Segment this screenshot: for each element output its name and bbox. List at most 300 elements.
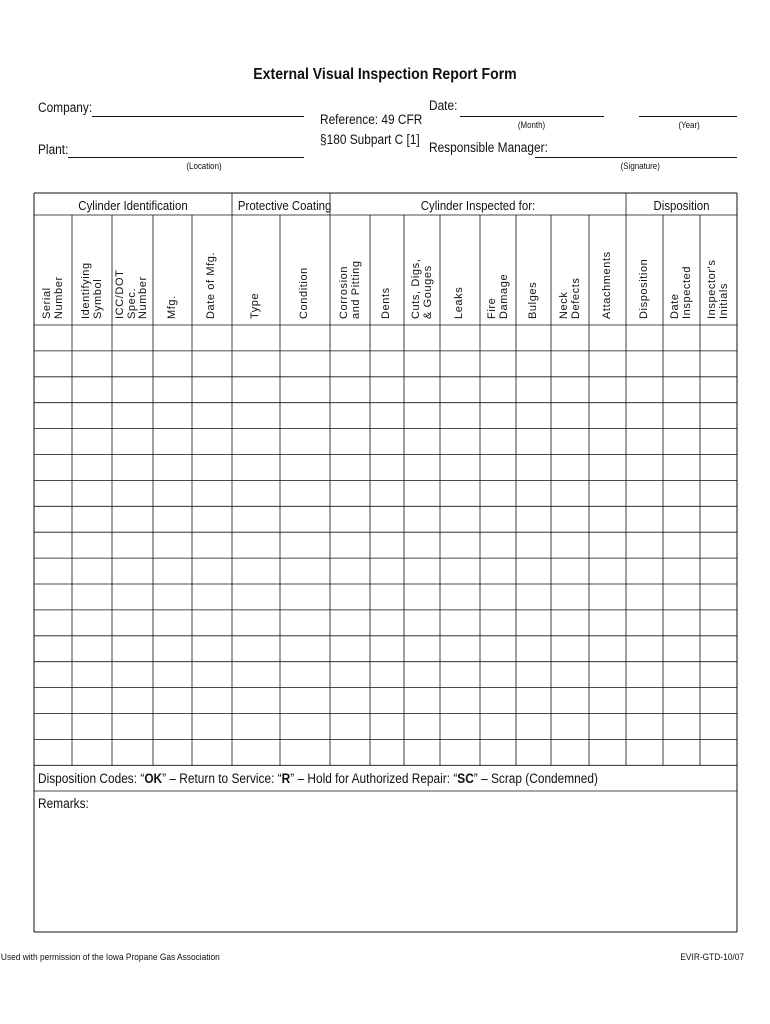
- table-cell[interactable]: [233, 637, 279, 661]
- table-cell[interactable]: [193, 611, 231, 635]
- table-cell[interactable]: [233, 430, 279, 454]
- table-cell[interactable]: [73, 481, 111, 505]
- table-cell[interactable]: [35, 559, 71, 583]
- table-cell[interactable]: [371, 430, 403, 454]
- table-cell[interactable]: [35, 481, 71, 505]
- table-cell[interactable]: [701, 715, 736, 739]
- table-cell[interactable]: [331, 352, 369, 376]
- table-cell[interactable]: [701, 456, 736, 480]
- table-cell[interactable]: [113, 559, 152, 583]
- table-cell[interactable]: [405, 663, 439, 687]
- table-cell[interactable]: [627, 533, 662, 557]
- table-cell[interactable]: [154, 352, 191, 376]
- table-cell[interactable]: [590, 533, 625, 557]
- table-cell[interactable]: [405, 585, 439, 609]
- table-cell[interactable]: [701, 352, 736, 376]
- table-cell[interactable]: [701, 533, 736, 557]
- table-cell[interactable]: [517, 456, 550, 480]
- table-cell[interactable]: [113, 456, 152, 480]
- table-cell[interactable]: [35, 456, 71, 480]
- table-cell[interactable]: [405, 637, 439, 661]
- table-cell[interactable]: [281, 611, 329, 635]
- table-cell[interactable]: [331, 533, 369, 557]
- table-cell[interactable]: [405, 352, 439, 376]
- table-cell[interactable]: [193, 352, 231, 376]
- table-cell[interactable]: [371, 352, 403, 376]
- table-cell[interactable]: [331, 637, 369, 661]
- table-cell[interactable]: [73, 559, 111, 583]
- table-cell[interactable]: [371, 378, 403, 402]
- table-cell[interactable]: [627, 585, 662, 609]
- table-cell[interactable]: [35, 715, 71, 739]
- table-cell[interactable]: [517, 533, 550, 557]
- table-cell[interactable]: [233, 507, 279, 531]
- table-cell[interactable]: [113, 378, 152, 402]
- table-cell[interactable]: [481, 352, 515, 376]
- table-cell[interactable]: [193, 378, 231, 402]
- table-cell[interactable]: [552, 430, 588, 454]
- table-cell[interactable]: [193, 740, 231, 764]
- table-cell[interactable]: [701, 430, 736, 454]
- table-cell[interactable]: [664, 637, 699, 661]
- table-cell[interactable]: [441, 404, 479, 428]
- table-cell[interactable]: [73, 352, 111, 376]
- table-cell[interactable]: [73, 533, 111, 557]
- table-cell[interactable]: [441, 533, 479, 557]
- table-cell[interactable]: [701, 559, 736, 583]
- table-cell[interactable]: [441, 715, 479, 739]
- table-cell[interactable]: [331, 715, 369, 739]
- table-cell[interactable]: [481, 404, 515, 428]
- table-cell[interactable]: [664, 378, 699, 402]
- table-cell[interactable]: [35, 404, 71, 428]
- table-cell[interactable]: [517, 585, 550, 609]
- table-cell[interactable]: [405, 715, 439, 739]
- table-cell[interactable]: [701, 637, 736, 661]
- table-cell[interactable]: [481, 559, 515, 583]
- table-cell[interactable]: [405, 533, 439, 557]
- table-cell[interactable]: [517, 740, 550, 764]
- table-cell[interactable]: [481, 430, 515, 454]
- table-cell[interactable]: [701, 378, 736, 402]
- table-cell[interactable]: [552, 611, 588, 635]
- table-cell[interactable]: [552, 559, 588, 583]
- table-cell[interactable]: [441, 430, 479, 454]
- table-cell[interactable]: [405, 559, 439, 583]
- table-cell[interactable]: [281, 352, 329, 376]
- table-cell[interactable]: [193, 637, 231, 661]
- table-cell[interactable]: [35, 740, 71, 764]
- table-cell[interactable]: [664, 481, 699, 505]
- table-cell[interactable]: [481, 637, 515, 661]
- table-cell[interactable]: [481, 481, 515, 505]
- table-cell[interactable]: [233, 689, 279, 713]
- table-cell[interactable]: [35, 585, 71, 609]
- table-cell[interactable]: [701, 740, 736, 764]
- table-cell[interactable]: [441, 507, 479, 531]
- table-cell[interactable]: [441, 585, 479, 609]
- table-cell[interactable]: [627, 663, 662, 687]
- table-cell[interactable]: [154, 378, 191, 402]
- table-cell[interactable]: [664, 611, 699, 635]
- table-cell[interactable]: [371, 533, 403, 557]
- table-cell[interactable]: [664, 585, 699, 609]
- table-cell[interactable]: [590, 585, 625, 609]
- table-cell[interactable]: [517, 481, 550, 505]
- table-cell[interactable]: [113, 507, 152, 531]
- table-cell[interactable]: [701, 689, 736, 713]
- table-cell[interactable]: [552, 507, 588, 531]
- table-cell[interactable]: [73, 637, 111, 661]
- table-cell[interactable]: [552, 585, 588, 609]
- table-cell[interactable]: [590, 663, 625, 687]
- table-cell[interactable]: [627, 430, 662, 454]
- table-cell[interactable]: [331, 430, 369, 454]
- table-cell[interactable]: [35, 430, 71, 454]
- table-cell[interactable]: [701, 404, 736, 428]
- table-cell[interactable]: [233, 611, 279, 635]
- table-cell[interactable]: [233, 378, 279, 402]
- table-cell[interactable]: [441, 352, 479, 376]
- table-cell[interactable]: [664, 430, 699, 454]
- table-cell[interactable]: [590, 378, 625, 402]
- table-cell[interactable]: [371, 404, 403, 428]
- table-cell[interactable]: [113, 663, 152, 687]
- table-cell[interactable]: [664, 326, 699, 350]
- table-cell[interactable]: [664, 689, 699, 713]
- table-cell[interactable]: [113, 689, 152, 713]
- table-cell[interactable]: [154, 689, 191, 713]
- table-cell[interactable]: [552, 663, 588, 687]
- table-cell[interactable]: [481, 378, 515, 402]
- table-cell[interactable]: [517, 430, 550, 454]
- table-cell[interactable]: [405, 404, 439, 428]
- table-cell[interactable]: [154, 611, 191, 635]
- table-cell[interactable]: [331, 663, 369, 687]
- table-cell[interactable]: [154, 404, 191, 428]
- table-cell[interactable]: [35, 507, 71, 531]
- table-cell[interactable]: [552, 404, 588, 428]
- table-cell[interactable]: [154, 740, 191, 764]
- table-cell[interactable]: [627, 740, 662, 764]
- table-cell[interactable]: [664, 663, 699, 687]
- table-cell[interactable]: [441, 378, 479, 402]
- table-cell[interactable]: [590, 507, 625, 531]
- table-cell[interactable]: [154, 585, 191, 609]
- table-cell[interactable]: [35, 663, 71, 687]
- table-cell[interactable]: [627, 481, 662, 505]
- table-cell[interactable]: [590, 352, 625, 376]
- table-cell[interactable]: [590, 456, 625, 480]
- table-cell[interactable]: [193, 689, 231, 713]
- table-cell[interactable]: [281, 404, 329, 428]
- table-cell[interactable]: [233, 663, 279, 687]
- table-cell[interactable]: [590, 611, 625, 635]
- table-cell[interactable]: [73, 326, 111, 350]
- table-cell[interactable]: [371, 689, 403, 713]
- table-cell[interactable]: [331, 740, 369, 764]
- table-cell[interactable]: [441, 611, 479, 635]
- table-cell[interactable]: [441, 326, 479, 350]
- table-cell[interactable]: [481, 533, 515, 557]
- table-cell[interactable]: [193, 430, 231, 454]
- table-cell[interactable]: [552, 378, 588, 402]
- table-cell[interactable]: [233, 559, 279, 583]
- table-cell[interactable]: [35, 689, 71, 713]
- table-cell[interactable]: [627, 637, 662, 661]
- table-cell[interactable]: [590, 404, 625, 428]
- remarks-field[interactable]: [36, 814, 734, 928]
- table-cell[interactable]: [627, 352, 662, 376]
- table-cell[interactable]: [154, 715, 191, 739]
- table-cell[interactable]: [590, 559, 625, 583]
- table-cell[interactable]: [73, 378, 111, 402]
- table-cell[interactable]: [113, 326, 152, 350]
- table-cell[interactable]: [73, 611, 111, 635]
- table-cell[interactable]: [371, 611, 403, 635]
- table-cell[interactable]: [113, 611, 152, 635]
- table-cell[interactable]: [193, 585, 231, 609]
- table-cell[interactable]: [517, 559, 550, 583]
- table-cell[interactable]: [73, 456, 111, 480]
- table-cell[interactable]: [113, 533, 152, 557]
- table-cell[interactable]: [233, 585, 279, 609]
- table-cell[interactable]: [371, 456, 403, 480]
- table-cell[interactable]: [113, 352, 152, 376]
- table-cell[interactable]: [590, 637, 625, 661]
- table-cell[interactable]: [701, 663, 736, 687]
- table-cell[interactable]: [371, 481, 403, 505]
- table-cell[interactable]: [517, 507, 550, 531]
- table-cell[interactable]: [627, 378, 662, 402]
- table-cell[interactable]: [331, 378, 369, 402]
- table-cell[interactable]: [371, 637, 403, 661]
- table-cell[interactable]: [552, 533, 588, 557]
- table-cell[interactable]: [481, 611, 515, 635]
- table-cell[interactable]: [552, 352, 588, 376]
- table-cell[interactable]: [331, 559, 369, 583]
- table-cell[interactable]: [35, 637, 71, 661]
- table-cell[interactable]: [73, 430, 111, 454]
- table-cell[interactable]: [193, 456, 231, 480]
- table-cell[interactable]: [627, 611, 662, 635]
- table-cell[interactable]: [627, 456, 662, 480]
- table-cell[interactable]: [552, 740, 588, 764]
- table-cell[interactable]: [517, 637, 550, 661]
- table-cell[interactable]: [517, 689, 550, 713]
- table-cell[interactable]: [233, 533, 279, 557]
- table-cell[interactable]: [73, 689, 111, 713]
- table-cell[interactable]: [281, 456, 329, 480]
- table-cell[interactable]: [281, 559, 329, 583]
- table-cell[interactable]: [627, 715, 662, 739]
- table-cell[interactable]: [371, 715, 403, 739]
- table-cell[interactable]: [701, 585, 736, 609]
- table-cell[interactable]: [233, 456, 279, 480]
- table-cell[interactable]: [405, 378, 439, 402]
- table-cell[interactable]: [233, 715, 279, 739]
- table-cell[interactable]: [664, 559, 699, 583]
- table-cell[interactable]: [481, 585, 515, 609]
- table-cell[interactable]: [281, 637, 329, 661]
- table-cell[interactable]: [664, 352, 699, 376]
- table-cell[interactable]: [371, 507, 403, 531]
- table-cell[interactable]: [281, 715, 329, 739]
- table-cell[interactable]: [701, 326, 736, 350]
- table-cell[interactable]: [154, 430, 191, 454]
- table-cell[interactable]: [552, 481, 588, 505]
- table-cell[interactable]: [113, 481, 152, 505]
- table-cell[interactable]: [281, 740, 329, 764]
- table-cell[interactable]: [701, 481, 736, 505]
- table-cell[interactable]: [193, 715, 231, 739]
- table-cell[interactable]: [481, 456, 515, 480]
- table-cell[interactable]: [331, 507, 369, 531]
- table-cell[interactable]: [371, 740, 403, 764]
- table-cell[interactable]: [405, 611, 439, 635]
- table-cell[interactable]: [664, 456, 699, 480]
- table-cell[interactable]: [35, 611, 71, 635]
- table-cell[interactable]: [73, 404, 111, 428]
- table-cell[interactable]: [113, 740, 152, 764]
- table-cell[interactable]: [73, 740, 111, 764]
- table-cell[interactable]: [371, 585, 403, 609]
- table-cell[interactable]: [405, 481, 439, 505]
- table-cell[interactable]: [113, 715, 152, 739]
- table-cell[interactable]: [664, 533, 699, 557]
- table-cell[interactable]: [517, 352, 550, 376]
- table-cell[interactable]: [281, 689, 329, 713]
- table-cell[interactable]: [517, 715, 550, 739]
- table-cell[interactable]: [154, 507, 191, 531]
- table-cell[interactable]: [701, 611, 736, 635]
- table-cell[interactable]: [701, 507, 736, 531]
- table-cell[interactable]: [481, 507, 515, 531]
- table-cell[interactable]: [113, 637, 152, 661]
- table-cell[interactable]: [193, 481, 231, 505]
- table-cell[interactable]: [233, 740, 279, 764]
- table-cell[interactable]: [627, 326, 662, 350]
- table-cell[interactable]: [441, 559, 479, 583]
- table-cell[interactable]: [627, 559, 662, 583]
- table-cell[interactable]: [664, 715, 699, 739]
- table-cell[interactable]: [193, 559, 231, 583]
- table-cell[interactable]: [552, 689, 588, 713]
- table-cell[interactable]: [281, 430, 329, 454]
- table-cell[interactable]: [281, 533, 329, 557]
- table-cell[interactable]: [405, 689, 439, 713]
- table-cell[interactable]: [552, 637, 588, 661]
- table-cell[interactable]: [281, 481, 329, 505]
- table-cell[interactable]: [281, 326, 329, 350]
- table-cell[interactable]: [627, 689, 662, 713]
- table-cell[interactable]: [154, 481, 191, 505]
- table-cell[interactable]: [552, 456, 588, 480]
- table-cell[interactable]: [154, 456, 191, 480]
- table-cell[interactable]: [405, 456, 439, 480]
- table-cell[interactable]: [233, 404, 279, 428]
- table-cell[interactable]: [331, 611, 369, 635]
- table-cell[interactable]: [113, 585, 152, 609]
- table-cell[interactable]: [371, 326, 403, 350]
- table-cell[interactable]: [281, 585, 329, 609]
- table-cell[interactable]: [517, 326, 550, 350]
- table-cell[interactable]: [193, 533, 231, 557]
- table-cell[interactable]: [405, 740, 439, 764]
- table-cell[interactable]: [590, 740, 625, 764]
- table-cell[interactable]: [481, 715, 515, 739]
- table-cell[interactable]: [590, 715, 625, 739]
- table-cell[interactable]: [664, 740, 699, 764]
- table-cell[interactable]: [441, 637, 479, 661]
- table-cell[interactable]: [441, 740, 479, 764]
- table-cell[interactable]: [590, 326, 625, 350]
- table-cell[interactable]: [590, 481, 625, 505]
- table-cell[interactable]: [371, 663, 403, 687]
- table-cell[interactable]: [193, 663, 231, 687]
- table-cell[interactable]: [73, 585, 111, 609]
- table-cell[interactable]: [371, 559, 403, 583]
- table-cell[interactable]: [331, 481, 369, 505]
- table-cell[interactable]: [73, 715, 111, 739]
- table-cell[interactable]: [35, 533, 71, 557]
- table-cell[interactable]: [193, 326, 231, 350]
- table-cell[interactable]: [154, 326, 191, 350]
- table-cell[interactable]: [154, 559, 191, 583]
- table-cell[interactable]: [35, 352, 71, 376]
- table-cell[interactable]: [517, 378, 550, 402]
- table-cell[interactable]: [113, 430, 152, 454]
- table-cell[interactable]: [331, 326, 369, 350]
- table-cell[interactable]: [481, 689, 515, 713]
- table-cell[interactable]: [193, 507, 231, 531]
- table-cell[interactable]: [154, 533, 191, 557]
- table-cell[interactable]: [331, 456, 369, 480]
- table-cell[interactable]: [590, 430, 625, 454]
- table-cell[interactable]: [517, 611, 550, 635]
- table-cell[interactable]: [233, 326, 279, 350]
- table-cell[interactable]: [441, 663, 479, 687]
- table-cell[interactable]: [281, 507, 329, 531]
- table-cell[interactable]: [664, 404, 699, 428]
- table-cell[interactable]: [331, 404, 369, 428]
- table-cell[interactable]: [552, 715, 588, 739]
- table-cell[interactable]: [590, 689, 625, 713]
- table-cell[interactable]: [35, 326, 71, 350]
- table-cell[interactable]: [35, 378, 71, 402]
- table-cell[interactable]: [441, 456, 479, 480]
- table-cell[interactable]: [233, 481, 279, 505]
- table-cell[interactable]: [481, 740, 515, 764]
- table-cell[interactable]: [405, 430, 439, 454]
- table-cell[interactable]: [193, 404, 231, 428]
- table-cell[interactable]: [517, 663, 550, 687]
- table-cell[interactable]: [154, 663, 191, 687]
- table-cell[interactable]: [281, 663, 329, 687]
- table-cell[interactable]: [154, 637, 191, 661]
- table-cell[interactable]: [281, 378, 329, 402]
- table-cell[interactable]: [233, 352, 279, 376]
- table-cell[interactable]: [331, 585, 369, 609]
- table-cell[interactable]: [331, 689, 369, 713]
- table-cell[interactable]: [441, 481, 479, 505]
- table-cell[interactable]: [113, 404, 152, 428]
- table-cell[interactable]: [481, 326, 515, 350]
- table-cell[interactable]: [517, 404, 550, 428]
- table-cell[interactable]: [481, 663, 515, 687]
- table-cell[interactable]: [552, 326, 588, 350]
- table-cell[interactable]: [73, 663, 111, 687]
